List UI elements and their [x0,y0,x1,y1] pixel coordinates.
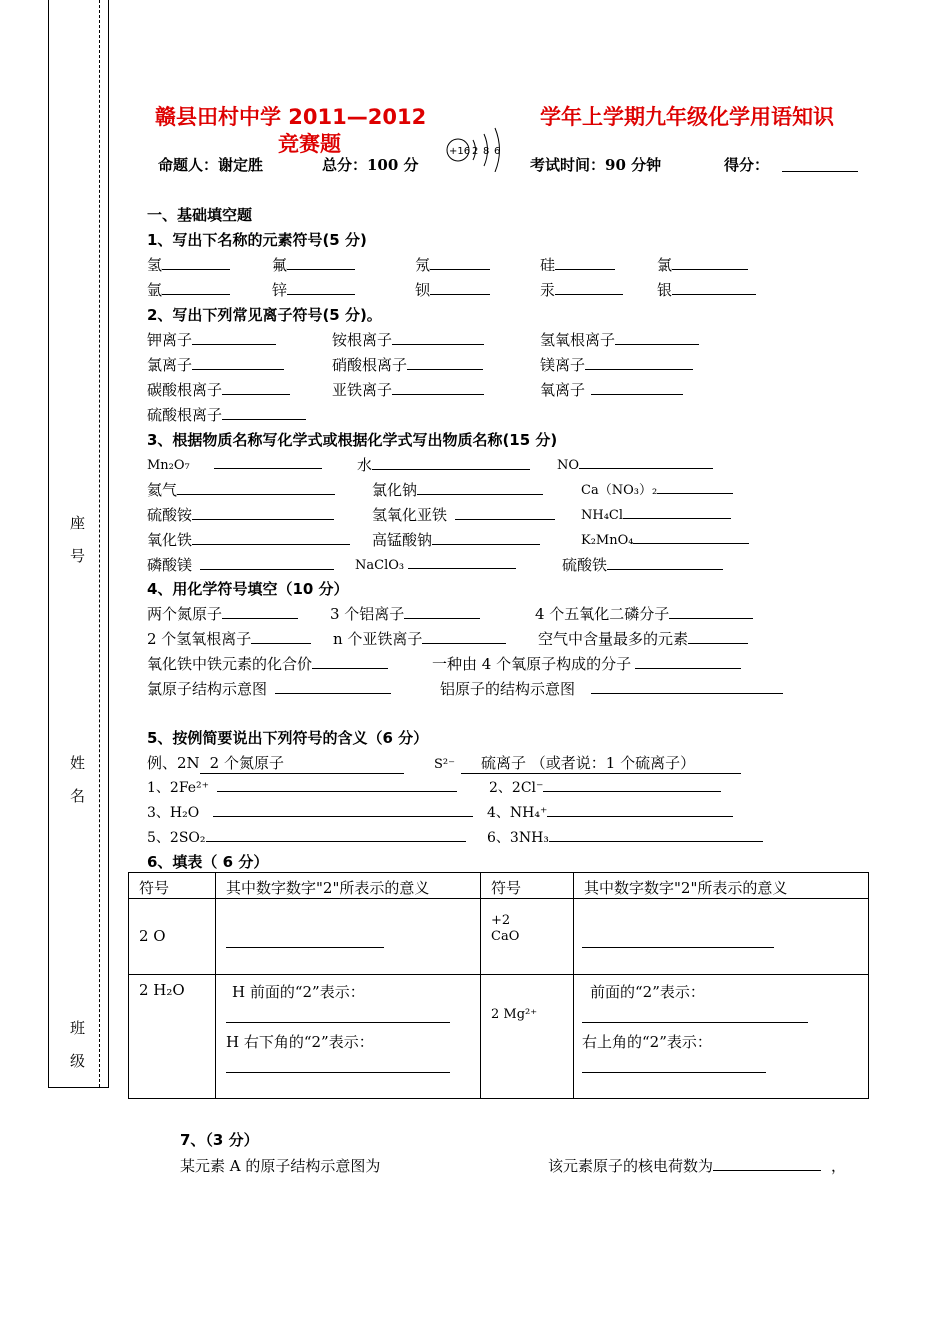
symbol-cell: 2 Mg²⁺ [481,975,574,1099]
title-right: 学年上学期九年级化学用语知识 [540,105,834,129]
answer-blank[interactable] [214,454,322,469]
q3-item: K₂MnO₄ [581,529,749,548]
answer-blank[interactable] [287,255,355,270]
q5-example-right: S²⁻ 硫离子 （或者说：1 个硫离子） [434,752,741,774]
answer-blank[interactable] [555,280,623,295]
answer-cell: 前面的“2”表示： 右上角的“2”表示： [574,975,869,1099]
answer-blank[interactable] [591,380,683,395]
answer-blank[interactable] [585,355,693,370]
q3-item: 硫酸铵 [147,504,334,525]
q2-item: 氯离子 [147,354,284,375]
table-row [129,899,869,975]
author: 命题人：谢定胜 [158,156,264,174]
svg-text:8: 8 [483,146,490,157]
answer-blank[interactable] [312,654,388,669]
answer-blank[interactable] [582,1008,808,1023]
name-label: 姓名 [68,755,86,821]
score-label: 得分： [724,156,770,174]
answer-blank[interactable] [543,777,721,792]
answer-blank[interactable] [177,480,335,495]
answer-blank[interactable] [455,505,555,520]
q1-item: 氟 [272,254,355,275]
answer-cell [216,899,481,975]
q3-item: Ca（NO₃）₂ [581,479,733,498]
answer-blank[interactable] [217,777,457,792]
answer-blank[interactable] [607,555,723,570]
q1-item: 银 [657,279,756,300]
q5-example-left: 例、2N 2 个氮原子 [147,752,404,774]
q1-item: 氩 [147,279,230,300]
symbol-cell: 2 O [129,899,216,975]
answer-blank[interactable] [222,380,290,395]
sulfur-atom-diagram [440,122,512,172]
col-header: 其中数字数字"2"所表示的意义 [574,873,869,899]
q2-item: 亚铁离子 [332,379,484,400]
q1-item: 锌 [272,279,355,300]
q7-title: 7、（3 分） [180,1131,259,1149]
answer-blank[interactable] [192,530,350,545]
q4-item: 氧化铁中铁元素的化合价 [147,653,388,674]
answer-blank[interactable] [162,255,230,270]
answer-blank[interactable] [192,505,334,520]
q2-item: 铵根离子 [332,329,484,350]
answer-blank[interactable] [623,504,731,519]
q2-item: 钾离子 [147,329,276,350]
q1-item: 硅 [540,254,615,275]
answer-blank[interactable] [407,355,483,370]
q7-right: 该元素原子的核电荷数为 ， [548,1157,847,1175]
answer-blank[interactable] [579,454,713,469]
q5-title: 5、按例简要说出下列符号的含义（6 分） [147,729,429,747]
answer-blank[interactable] [582,1058,766,1073]
answer-blank[interactable] [192,355,284,370]
score-blank[interactable] [782,157,858,172]
q1-item: 氯 [657,254,748,275]
answer-blank[interactable] [226,1058,450,1073]
q1-item: 钡 [415,279,490,300]
q1-item: 汞 [540,279,623,300]
q3-item: 氯化钠 [372,479,543,500]
q2-item: 氧离子 [540,379,683,400]
answer-blank[interactable] [422,629,506,644]
q3-item: 氢氧化亚铁 [372,504,555,525]
q5-item: 1、2Fe²⁺ [147,777,457,797]
symbol-cell: +2 CaO [481,899,574,975]
answer-blank[interactable] [226,1008,450,1023]
q1-title: 1、写出下名称的元素符号(5 分) [147,231,367,249]
answer-blank[interactable] [635,654,741,669]
answer-blank[interactable] [251,629,311,644]
answer-blank[interactable] [582,933,774,948]
answer-cell [574,899,869,975]
svg-text:+16: +16 [449,146,471,157]
answer-blank[interactable] [555,255,615,270]
total-score: 总分：100 分 [322,156,419,174]
answer-blank[interactable] [222,604,298,619]
q4-item: 空气中含量最多的元素 [538,628,748,649]
answer-blank[interactable] [688,629,748,644]
exam-time: 考试时间：90 分钟 [530,156,662,174]
q3-item: 硫酸铁 [562,554,723,575]
answer-blank[interactable] [430,280,490,295]
answer-blank[interactable] [615,330,699,345]
answer-blank[interactable] [430,255,490,270]
q3-item: 高锰酸钠 [372,529,540,550]
answer-blank[interactable] [372,455,530,470]
col-header: 符号 [481,873,574,899]
answer-blank[interactable] [213,802,473,817]
answer-blank[interactable] [226,933,384,948]
answer-blank[interactable] [669,604,753,619]
q3-item: NO [557,454,713,473]
col-header: 其中数字数字"2"所表示的意义 [216,873,481,899]
svg-text:6: 6 [494,146,501,157]
q2-title: 2、写出下列常见离子符号(5 分)。 [147,306,382,324]
answer-blank[interactable] [547,802,733,817]
answer-blank[interactable] [657,479,733,494]
seat-label: 座号 [68,515,86,581]
q4-item: 氯原子结构示意图 [147,678,391,699]
svg-text:2: 2 [472,146,479,157]
answer-blank[interactable] [672,280,756,295]
answer-blank[interactable] [591,679,783,694]
q4-title: 4、用化学符号填空（10 分） [147,580,349,598]
table-header-row [129,873,869,899]
q2-item: 氢氧根离子 [540,329,699,350]
q2-item: 硝酸根离子 [332,354,483,375]
q4-item: 一种由 4 个氧原子构成的分子 [432,653,741,674]
q5-item: 2、2Cl⁻ [489,777,721,797]
binding-strip [48,0,109,1088]
answer-blank[interactable] [392,380,484,395]
q2-item: 碳酸根离子 [147,379,290,400]
answer-blank[interactable] [206,827,466,842]
q2-item: 镁离子 [540,354,693,375]
title-line2: 竞赛题 [278,132,341,156]
q4-item: 3 个铝离子 [330,603,480,624]
answer-blank[interactable] [222,405,306,420]
q1-item: 氢 [147,254,230,275]
answer-blank[interactable] [162,280,230,295]
answer-blank[interactable] [392,330,484,345]
answer-blank[interactable] [408,554,516,569]
answer-cell: H 前面的“2”表示： H 右下角的“2”表示： [216,975,481,1099]
answer-blank[interactable] [192,330,276,345]
q2-item: 硫酸根离子 [147,404,306,425]
q4-item: 铝原子的结构示意图 [440,678,783,699]
answer-blank[interactable] [672,255,748,270]
q5-item: 6、3NH₃ [487,827,763,847]
q4-item: 2 个氢氧根离子 [147,628,311,649]
q5-item: 3、H₂O [147,802,473,822]
answer-blank[interactable] [287,280,355,295]
q4-item: 4 个五氧化二磷分子 [535,603,753,624]
answer-blank[interactable] [549,827,763,842]
answer-blank[interactable] [713,1156,821,1171]
q3-item: Mn₂O₇ [147,454,322,473]
q3-title: 3、根据物质名称写化学式或根据化学式写出物质名称(15 分) [147,431,558,449]
answer-blank[interactable] [200,555,334,570]
q3-item: NaClO₃ [355,554,516,573]
q3-item: 磷酸镁 [147,554,334,575]
q7-left: 某元素 A 的原子结构示意图为 [180,1157,381,1175]
answer-blank[interactable] [275,679,391,694]
cut-line [99,0,100,1087]
part1-title: 一、基础填空题 [147,206,253,224]
title-left: 赣县田村中学 2011—2012 [155,105,427,129]
q1-item: 氖 [415,254,490,275]
symbol-cell: 2 H₂O [129,975,216,1099]
q6-table [128,872,869,1099]
q6-title: 6、填表（ 6 分） [147,853,269,871]
q5-item: 4、NH₄⁺ [487,802,733,822]
class-label: 班级 [68,1020,86,1086]
answer-blank[interactable] [417,480,543,495]
answer-blank[interactable] [633,529,749,544]
q4-item: n 个亚铁离子 [333,628,506,649]
q3-item: 氦气 [147,479,335,500]
q3-item: 水 [357,454,530,475]
q3-item: 氧化铁 [147,529,350,550]
table-row [129,975,869,1099]
q3-item: NH₄Cl [581,504,731,523]
col-header: 符号 [129,873,216,899]
answer-blank[interactable] [432,530,540,545]
q5-item: 5、2SO₂ [147,827,466,847]
answer-blank[interactable] [404,604,480,619]
q4-item: 两个氮原子 [147,603,298,624]
